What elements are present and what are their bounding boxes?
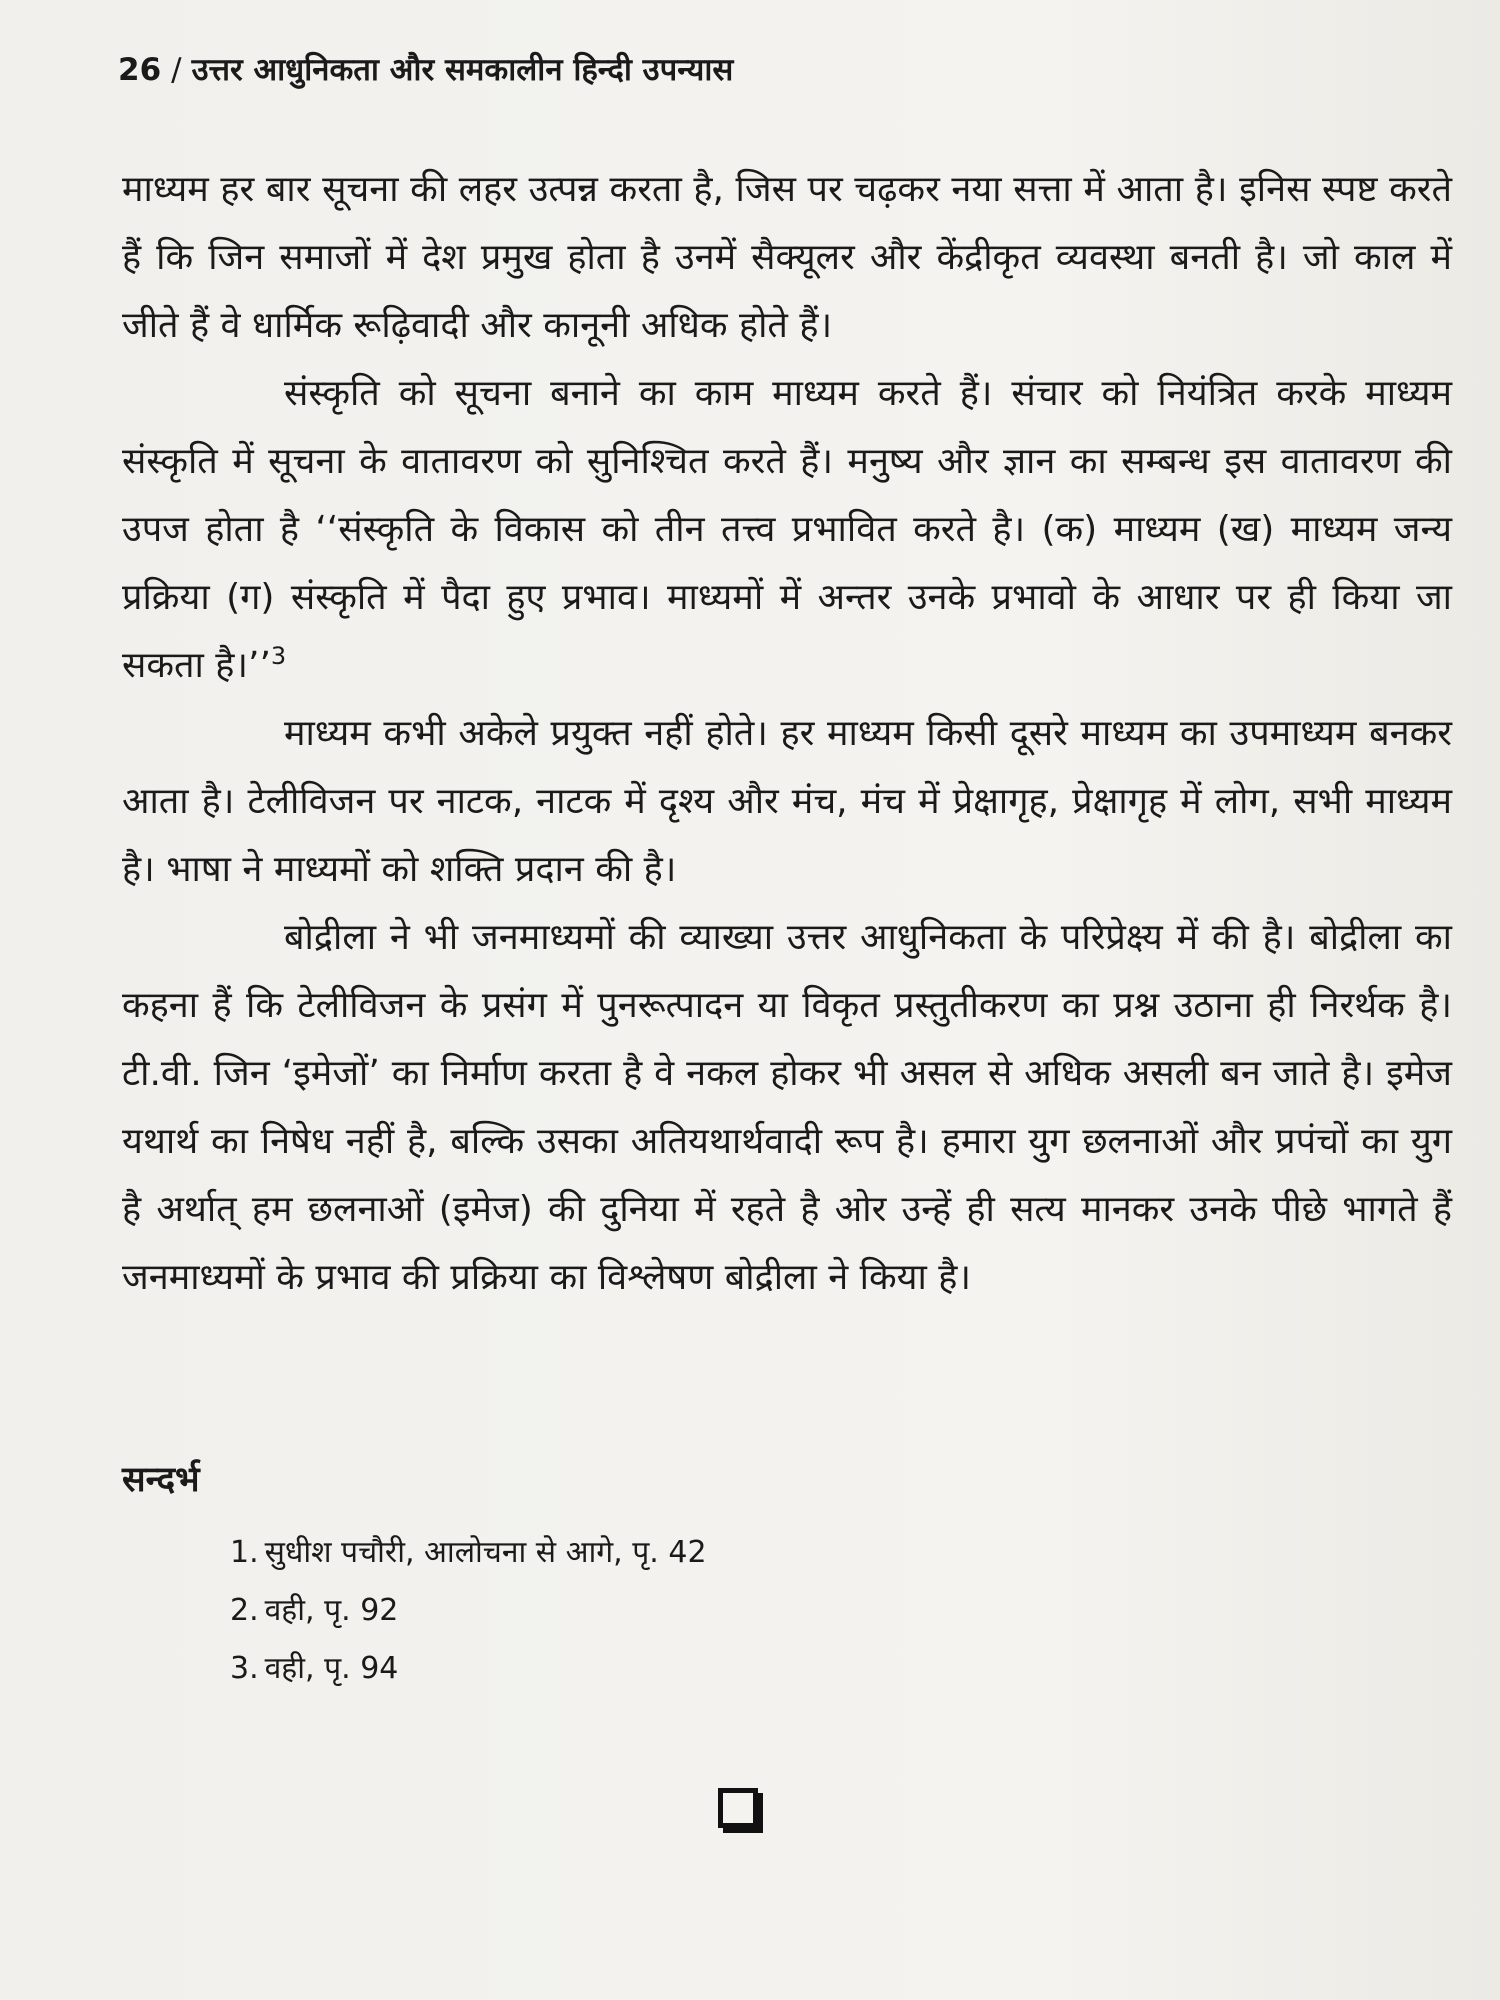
paragraph-4-text: बोद्रीला ने भी जनमाध्यमों की व्याख्या उत्तर आधुनिकता के परिप्रेक्ष्य में की है। बोद्रीला का कहना हैं कि टेलीविजन के प्रसंग में पुनरूत्पादन या विकृत प्रस्तुतीकरण का प्रश्न उठाना ही निरर्थक है। टी.वी. जिन ‘इमेजों’ का निर्माण करता है वे नकल होकर भी असल से अधिक असली बन जाते है। इमेज यथार्थ का निषेध नहीं है, बल्कि उसका अतियथार्थवादी रूप है। हमारा युग छलनाओं और प्रपंचों का युग है अर्थात् हम छलनाओं (इमेज) की दुनिया में रहते है ओर उन्हें ही सत्य मानकर उनके पीछे भागते हैं जनमाध्यमों के प्रभाव की प्रक्रिया का विश्लेषण बोद्रीला ने किया है। (122, 917, 1452, 1298)
book-title: उत्तर आधुनिकता और समकालीन हिन्दी उपन्यास (191, 52, 734, 88)
reference-number: 3. (230, 1651, 259, 1686)
page-number: 26 (118, 52, 162, 88)
body-text (122, 156, 1452, 1312)
reference-item (230, 1588, 398, 1629)
reference-number: 1. (230, 1535, 259, 1570)
reference-text: वही, पृ. 92 (264, 1593, 399, 1628)
header-separator: / (171, 52, 182, 88)
paragraph-4 (122, 904, 1452, 1312)
paragraph-1 (122, 156, 1452, 360)
reference-number: 2. (230, 1593, 259, 1628)
footnote-marker: 3 (270, 642, 287, 670)
paragraph-2-text: संस्कृति को सूचना बनाने का काम माध्यम करते हैं। संचार को नियंत्रित करके माध्यम संस्कृति में सूचना के वातावरण को सुनिश्चित करते हैं। मनुष्य और ज्ञान का सम्बन्ध इस वातावरण की उपज होता है ‘‘संस्कृति के विकास को तीन तत्त्व प्रभावित करते है। (क) माध्यम (ख) माध्यम जन्य प्रक्रिया (ग) संस्कृति में पैदा हुए प्रभाव। माध्यमों में अन्तर उनके प्रभावो के आधार पर ही किया जा सकता है।’’ (122, 373, 1452, 686)
reference-item (230, 1530, 707, 1571)
chapter-end-square-icon (718, 1788, 758, 1828)
paragraph-3-text: माध्यम कभी अकेले प्रयुक्त नहीं होते। हर माध्यम किसी दूसरे माध्यम का उपमाध्यम बनकर आता है। टेलीविजन पर नाटक, नाटक में दृश्य और मंच, मंच में प्रेक्षागृह, प्रेक्षागृह में लोग, सभी माध्यम है। भाषा ने माध्यमों को शक्ति प्रदान की है। (122, 713, 1452, 890)
running-head (118, 48, 733, 90)
paragraph-3 (122, 700, 1452, 904)
paragraph-1-text: माध्यम हर बार सूचना की लहर उत्पन्न करता है, जिस पर चढ़कर नया सत्ता में आता है। इनिस स्पष्ट करते हैं कि जिन समाजों में देश प्रमुख होता है उनमें सैक्यूलर और केंद्रीकृत व्यवस्था बनती है। जो काल में जीते हैं वे धार्मिक रूढ़िवादी और कानूनी अधिक होते हैं। (122, 169, 1452, 346)
reference-item (230, 1646, 398, 1687)
paragraph-2 (122, 360, 1452, 700)
reference-text: सुधीश पचौरी, आलोचना से आगे, पृ. 42 (264, 1535, 707, 1570)
references-heading: सन्दर्भ (122, 1460, 200, 1500)
reference-text: वही, पृ. 94 (264, 1651, 399, 1686)
